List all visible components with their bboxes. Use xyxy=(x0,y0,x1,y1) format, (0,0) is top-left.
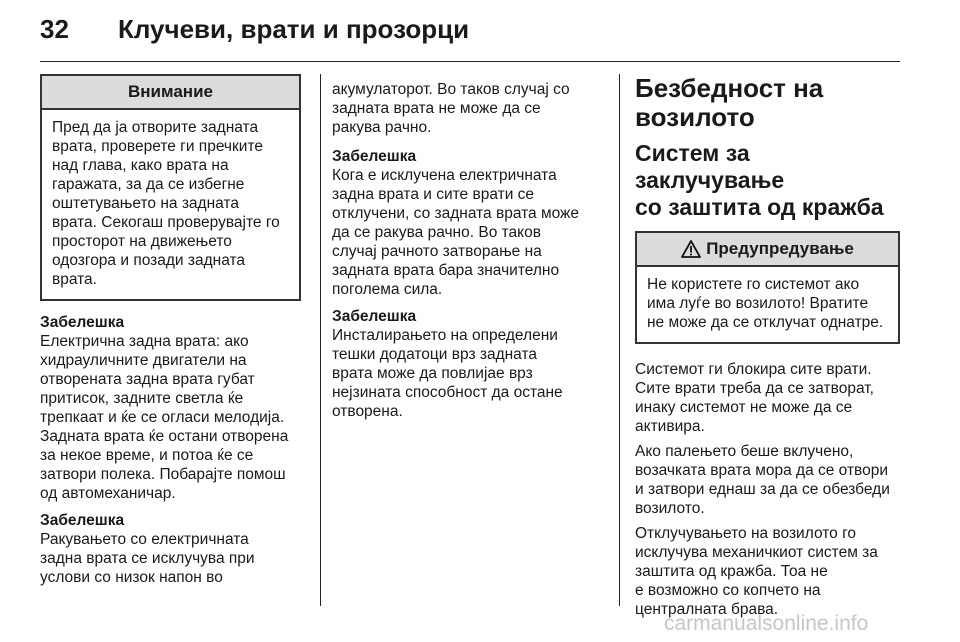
text-line: активира. xyxy=(635,418,705,435)
column-1 xyxy=(40,74,301,593)
text-line: нејзината способност да остане xyxy=(332,384,563,401)
text-line: врата. xyxy=(52,271,97,288)
text-line: е возможно со копчето на xyxy=(635,582,821,599)
note-block-3 xyxy=(332,147,604,299)
text-line: од автомеханичар. xyxy=(40,485,176,502)
text-line: тешки додатоци врз задната xyxy=(332,346,538,363)
section-title xyxy=(635,74,900,132)
text-line: централната брава. xyxy=(635,601,779,618)
text-line: Задната врата ќе остани отворена xyxy=(40,428,289,445)
text-line: има луѓе во возилото! Вратите xyxy=(647,295,869,312)
text-line: исклучува механичкиот систем за xyxy=(635,544,878,561)
text-line: возачката врата мора да се отвори xyxy=(635,462,889,479)
caution-body xyxy=(42,110,299,299)
note-title: Забелешка xyxy=(40,512,125,529)
paragraph xyxy=(635,442,900,518)
text-line: случај рачното затворање на xyxy=(332,243,542,260)
text-line: Не користете го системот ако xyxy=(647,276,860,293)
text-line: врата. Секогаш проверувајте го xyxy=(52,214,280,231)
note-block-2 xyxy=(40,511,301,587)
text-line: трепкаат и ќе се огласи мелодија. xyxy=(40,409,285,426)
page-header-title: Клучеви, врати и прозорци xyxy=(118,14,470,44)
text-line: врата може да повлијае врз xyxy=(332,365,533,382)
text-line: Сите врати треба да се затворат, xyxy=(635,380,874,397)
text-line: Инсталирањето на определени xyxy=(332,327,558,344)
text-line: отворена. xyxy=(332,403,403,420)
text-line: Системот ги блокира сите врати. xyxy=(635,361,872,378)
caution-box xyxy=(40,74,301,301)
warning-body xyxy=(637,267,898,342)
column-2 xyxy=(332,80,604,427)
note-block-4 xyxy=(332,307,604,421)
subsection-title xyxy=(635,140,900,221)
note-text xyxy=(332,326,604,421)
column-3 xyxy=(635,74,900,625)
text-line: оштетувањето на задната xyxy=(52,195,239,212)
text-line: задна врата и сите врати се xyxy=(332,186,535,203)
text-line: поголема сила. xyxy=(332,281,443,298)
column-divider-2 xyxy=(619,74,620,606)
title-line: Безбедност на xyxy=(635,73,824,103)
text-line: инаку системот не може да се xyxy=(635,399,853,416)
note-title: Забелешка xyxy=(332,148,417,165)
text-line: Пред да ја отворите задната xyxy=(52,119,259,136)
text-line: за некое време, и потоа ќе се xyxy=(40,447,254,464)
warning-heading: Предупредување xyxy=(706,239,854,258)
text-line: Отклучувањето на возилото го xyxy=(635,525,857,542)
text-line: и затвори еднаш за да се обезбеди xyxy=(635,481,890,498)
text-line: гаражата, за да се избегне xyxy=(52,176,245,193)
text-line: задната врата не може да се xyxy=(332,100,541,117)
note-text xyxy=(332,166,604,299)
title-line: со заштита од кражба xyxy=(635,194,884,220)
warning-box xyxy=(635,231,900,344)
note-title: Забелешка xyxy=(40,314,125,331)
note-text xyxy=(40,332,301,503)
text-line: Ракувањето со електричната xyxy=(40,531,249,548)
text-line: одозгора и позади задната xyxy=(52,252,246,269)
text-line: акумулаторот. Во таков случај со xyxy=(332,81,570,98)
page-number: 32 xyxy=(40,14,69,44)
text-line: заштита од кражба. Тоа не xyxy=(635,563,828,580)
text-line: Електрична задна врата: ако xyxy=(40,333,249,350)
text-line: врата, проверете ги пречките xyxy=(52,138,263,155)
text-line: затвори полека. Побарајте помош xyxy=(40,466,286,483)
paragraph xyxy=(635,360,900,436)
header-rule xyxy=(40,61,900,62)
text-line: задната врата бара значително xyxy=(332,262,560,279)
text-line: отклучени, со задната врата може xyxy=(332,205,580,222)
title-line: возилото xyxy=(635,102,755,132)
title-line: Систем за заклучување xyxy=(635,140,785,193)
text-line: просторот на движењето xyxy=(52,233,232,250)
continued-text xyxy=(332,80,604,137)
text-line: да се ракува рачно. Во таков xyxy=(332,224,541,241)
text-line: хидрауличните двигатели на xyxy=(40,352,247,369)
text-line: Ако палењето беше вклучено, xyxy=(635,443,854,460)
column-divider-1 xyxy=(320,74,321,606)
warning-triangle-icon xyxy=(681,240,701,258)
text-line: Кога е исклучена електричната xyxy=(332,167,557,184)
note-title: Забелешка xyxy=(332,308,417,325)
watermark: carmanualsonline.info xyxy=(664,612,869,635)
text-line: притисок, задните светла ќе xyxy=(40,390,244,407)
text-line: услови со низок напон во xyxy=(40,569,223,586)
text-line: над глава, како врата на xyxy=(52,157,229,174)
text-line: не може да се отклучат однатре. xyxy=(647,314,884,331)
caution-heading: Внимание xyxy=(42,76,299,110)
text-line: ракува рачно. xyxy=(332,119,432,136)
body-text xyxy=(635,360,900,619)
note-block-1 xyxy=(40,313,301,503)
paragraph xyxy=(635,524,900,619)
text-line: возилото. xyxy=(635,500,705,517)
text-line: отворената задна врата губат xyxy=(40,371,255,388)
note-text xyxy=(40,530,301,587)
warning-header xyxy=(637,233,898,267)
text-line: задна врата се исклучува при xyxy=(40,550,255,567)
